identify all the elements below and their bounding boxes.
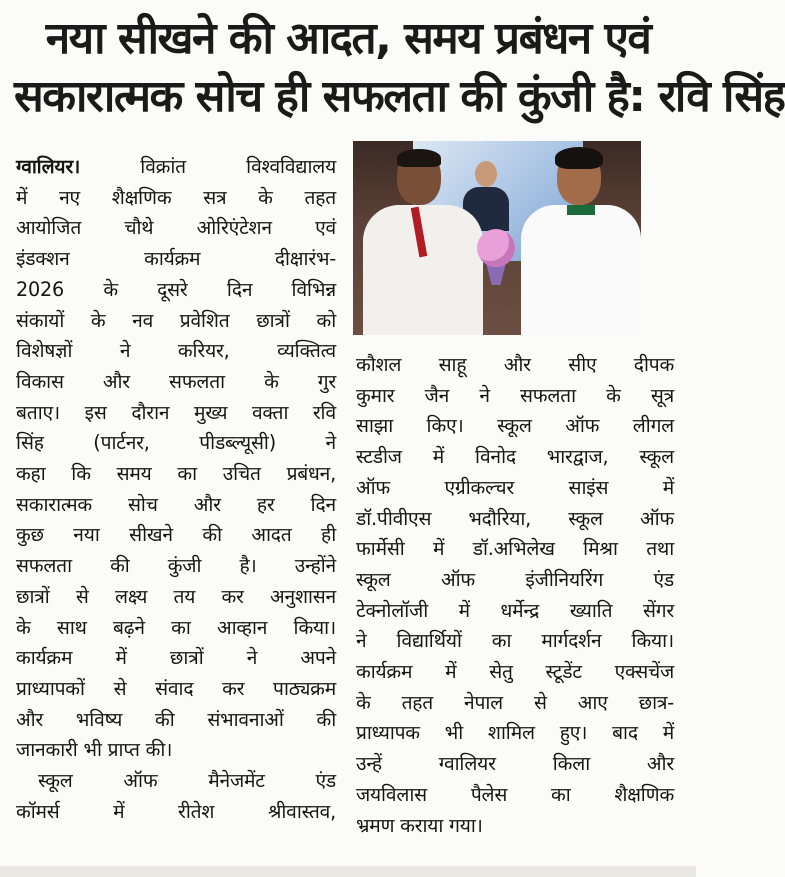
article-line: सफलता की कुंजी है। उन्होंने bbox=[16, 554, 336, 578]
article-line: संकायों के नव प्रवेशित छात्रों को bbox=[16, 308, 336, 332]
article-line: और भविष्य की संभावनाओं की bbox=[16, 707, 336, 731]
article-line bbox=[16, 152, 336, 183]
photo-person-right bbox=[521, 151, 641, 335]
photo-person-left bbox=[353, 151, 483, 335]
article-line: के साथ बढ़ने का आव्हान किया। bbox=[16, 615, 336, 639]
article-line: विकास और सफलता के गुर bbox=[16, 369, 336, 393]
headline bbox=[14, 10, 785, 126]
bouquet-icon bbox=[471, 229, 521, 285]
article-line: कार्यक्रम में सेतु स्टूडेंट एक्सचेंज bbox=[356, 660, 674, 684]
article-line: स्कूल ऑफ इंजीनियरिंग एंड bbox=[356, 567, 674, 591]
article-line: सिंह (पार्टनर, पीडब्ल्यूसी) ने bbox=[16, 431, 336, 455]
article-line: में नए शैक्षणिक सत्र के तहत bbox=[16, 185, 336, 209]
headline-line-1: नया सीखने की आदत, समय प्रबंधन एवं bbox=[45, 13, 651, 64]
article-line: स्कूल ऑफ मैनेजमेंट एंड bbox=[38, 769, 336, 793]
article-line: सकारात्मक सोच और हर दिन bbox=[16, 492, 336, 516]
article-line: कहा कि समय का उचित प्रबंधन, bbox=[16, 462, 336, 486]
article-line: इंडक्शन कार्यक्रम दीक्षारंभ- bbox=[16, 247, 336, 271]
article-line: प्राध्यापक भी शामिल हुए। बाद में bbox=[356, 721, 674, 745]
article-line-text: विक्रांत विश्वविद्यालय bbox=[80, 155, 336, 178]
article-line: विशेषज्ञों ने करियर, व्यक्तित्व bbox=[16, 339, 336, 363]
article-line: प्राध्यापकों से संवाद कर पाठ्यक्रम bbox=[16, 676, 336, 700]
article-line: डॉ.पीवीएस भदौरिया, स्कूल ऑफ bbox=[356, 506, 674, 530]
event-photo bbox=[353, 141, 641, 335]
article-line: उन्हें ग्वालियर किला और bbox=[356, 752, 674, 776]
article-line: 2026 के दूसरे दिन विभिन्न bbox=[16, 277, 336, 301]
article-line: के तहत नेपाल से आए छात्र- bbox=[356, 690, 674, 714]
article-line: फार्मेसी में डॉ.अभिलेख मिश्रा तथा bbox=[356, 537, 674, 561]
page-bottom-edge bbox=[0, 866, 696, 877]
article-line: कुछ नया सीखने की आदत ही bbox=[16, 523, 336, 547]
article-line: टेक्नोलॉजी में धर्मेन्द्र ख्याति सेंगर bbox=[356, 598, 674, 622]
article-line: स्टडीज में विनोद भारद्वाज, स्कूल bbox=[356, 445, 674, 469]
dateline: ग्वालियर। bbox=[16, 155, 81, 178]
article-line: छात्रों से लक्ष्य तय कर अनुशासन bbox=[16, 584, 336, 608]
article-line: जयविलास पैलेस का शैक्षणिक bbox=[356, 782, 674, 806]
article-line: आयोजित चौथे ओरिएंटेशन एवं bbox=[16, 216, 336, 240]
article-line: कुमार जैन ने सफलता के सूत्र bbox=[356, 383, 674, 407]
article-line: बताए। इस दौरान मुख्य वक्ता रवि bbox=[16, 400, 336, 424]
article-column-right bbox=[356, 350, 674, 841]
article-line: साझा किए। स्कूल ऑफ लीगल bbox=[356, 414, 674, 438]
article-line: जानकारी भी प्राप्त की। bbox=[16, 738, 173, 762]
article-line: भ्रमण कराया गया। bbox=[356, 813, 483, 837]
article-line: कौशल साहू और सीए दीपक bbox=[356, 353, 674, 376]
headline-line-2: सकारात्मक सोच ही सफलता की कुंजी है: रवि सिंह bbox=[14, 71, 785, 122]
article-column-left bbox=[16, 152, 336, 827]
article-line: ऑफ एग्रीकल्चर साइंस में bbox=[356, 475, 674, 499]
article-line: कार्यक्रम में छात्रों ने अपने bbox=[16, 646, 336, 670]
article-line: ने विद्यार्थियों का मार्गदर्शन किया। bbox=[356, 629, 674, 653]
article-line: कॉमर्स में रीतेश श्रीवास्तव, bbox=[16, 799, 336, 823]
